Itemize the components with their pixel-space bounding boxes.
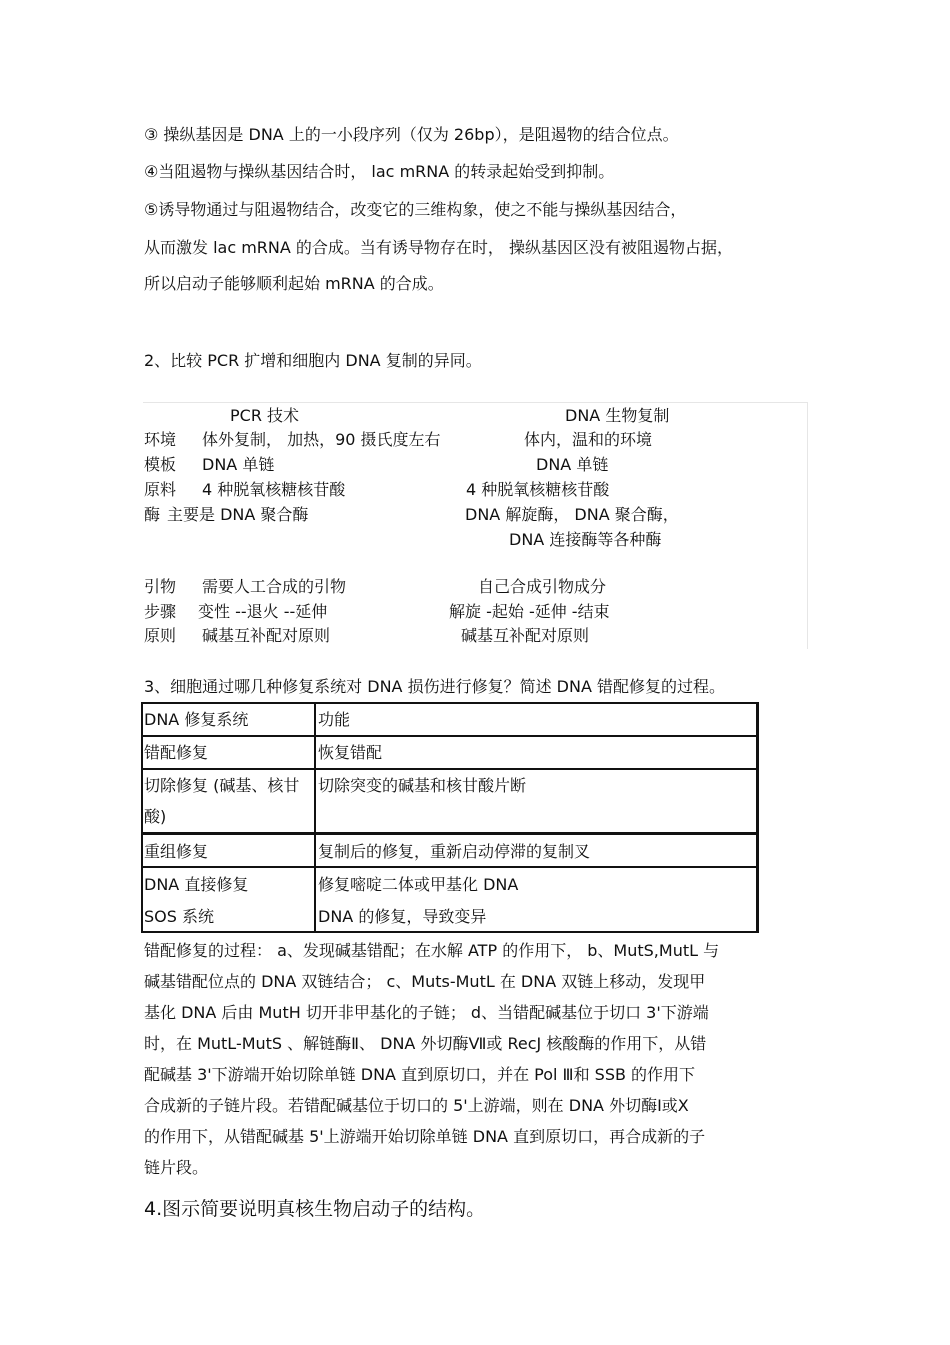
row-label: 原则 (144, 626, 177, 645)
row-bio: 解旋 -起始 -延伸 -结束 (449, 602, 610, 621)
row-bio: 体内，温和的环境 (524, 430, 653, 449)
lac-point-5-end: 所以启动子能够顺利起始 mRNA 的合成。 (144, 274, 444, 293)
table-rule (141, 832, 759, 835)
question-2-title: 2、比较 PCR 扩增和细胞内 DNA 复制的异同。 (144, 351, 482, 370)
table-rule (756, 702, 759, 933)
table-rule (141, 866, 759, 868)
pcr-comparison-table (143, 402, 808, 649)
row-bio: 自己合成引物成分 (478, 577, 607, 596)
repair-system: 错配修复 (144, 743, 209, 762)
lac-point-3: ③ 操纵基因是 DNA 上的一小段序列（仅为 26bp），是阻遏物的结合位点。 (144, 125, 679, 144)
repair-function: DNA 的修复，导致变异 (318, 907, 487, 926)
row-pcr: 4 种脱氧核糖核苷酸 (202, 480, 346, 499)
repair-system: DNA 直接修复 (144, 875, 249, 894)
process-line: 配碱基 3'下游端开始切除单链 DNA 直到原切口，并在 Pol Ⅲ和 SSB 的作用下 (144, 1065, 696, 1084)
row-pcr: 碱基互补配对原则 (202, 626, 331, 645)
row-bio-cont: DNA 连接酶等各种酶 (509, 530, 662, 549)
header-bio: DNA 生物复制 (565, 406, 670, 425)
row-pcr: 需要人工合成的引物 (202, 577, 347, 596)
table-rule (141, 768, 759, 770)
row-bio: DNA 单链 (536, 455, 609, 474)
row-label: 原料 (144, 480, 177, 499)
repair-system: 重组修复 (144, 842, 209, 861)
repair-system: 切除修复 (碱基、核甘 (144, 776, 300, 795)
row-label: 酶 (144, 505, 161, 524)
question-4-title: 4.图示简要说明真核生物启动子的结构。 (144, 1198, 486, 1220)
row-bio: 4 种脱氧核糖核苷酸 (466, 480, 610, 499)
row-bio: 碱基互补配对原则 (461, 626, 590, 645)
row-pcr: 体外复制， 加热，90 摄氏度左右 (202, 430, 441, 449)
header-system: DNA 修复系统 (144, 710, 249, 729)
table-rule (141, 931, 759, 933)
process-line: 时，在 MutL-MutS 、解链酶Ⅱ、 DNA 外切酶Ⅶ或 RecJ 核酸酶的作用下，从错 (144, 1034, 707, 1053)
row-label: 步骤 (144, 602, 177, 621)
table-rule (141, 735, 759, 737)
process-line: 错配修复的过程： a、发现碱基错配；在水解 ATP 的作用下， b、MutS,MutL 与 (144, 941, 720, 960)
lac-point-4: ④当阻遏物与操纵基因结合时， lac mRNA 的转录起始受到抑制。 (144, 162, 615, 181)
table-rule (141, 702, 759, 704)
repair-function: 恢复错配 (318, 743, 383, 762)
lac-point-5-cont: 从而激发 lac mRNA 的合成。当有诱导物存在时， 操纵基因区没有被阻遏物占据， (144, 238, 734, 257)
process-line: 链片段。 (144, 1158, 209, 1177)
process-line: 的作用下，从错配碱基 5'上游端开始切除单链 DNA 直到原切口，再合成新的子 (144, 1127, 706, 1146)
row-label: 模板 (144, 455, 177, 474)
header-pcr: PCR 技术 (230, 406, 300, 425)
mismatch-repair-process (144, 935, 810, 1183)
table-rule (314, 702, 316, 933)
question-3-title: 3、细胞通过哪几种修复系统对 DNA 损伤进行修复？简述 DNA 错配修复的过程。 (144, 677, 725, 696)
repair-function: 修复嘧啶二体或甲基化 DNA (318, 875, 519, 894)
row-label: 引物 (144, 577, 177, 596)
table-rule (141, 702, 143, 933)
row-bio: DNA 解旋酶， DNA 聚合酶， (465, 505, 679, 524)
repair-system: SOS 系统 (144, 907, 214, 926)
repair-system-table (141, 702, 759, 933)
repair-function: 复制后的修复，重新启动停滞的复制叉 (318, 842, 591, 861)
repair-function: 切除突变的碱基和核甘酸片断 (318, 776, 527, 795)
header-function: 功能 (318, 710, 351, 729)
process-line: 基化 DNA 后由 MutH 切开非甲基化的子链； d、当错配碱基位于切口 3'下游端 (144, 1003, 709, 1022)
repair-system-cont: 酸) (144, 807, 167, 826)
row-pcr: 变性 --退火 --延伸 (198, 602, 328, 621)
row-pcr: DNA 单链 (202, 455, 275, 474)
row-pcr: 主要是 DNA 聚合酶 (167, 505, 309, 524)
process-line: 碱基错配位点的 DNA 双链结合； c、Muts-MutL 在 DNA 双链上移动，发现甲 (144, 972, 706, 991)
lac-point-5: ⑤诱导物通过与阻遏物结合，改变它的三维构象，使之不能与操纵基因结合， (144, 200, 687, 219)
row-label: 环境 (144, 430, 177, 449)
process-line: 合成新的子链片段。若错配碱基位于切口的 5'上游端，则在 DNA 外切酶Ⅰ或Ⅹ (144, 1096, 689, 1115)
